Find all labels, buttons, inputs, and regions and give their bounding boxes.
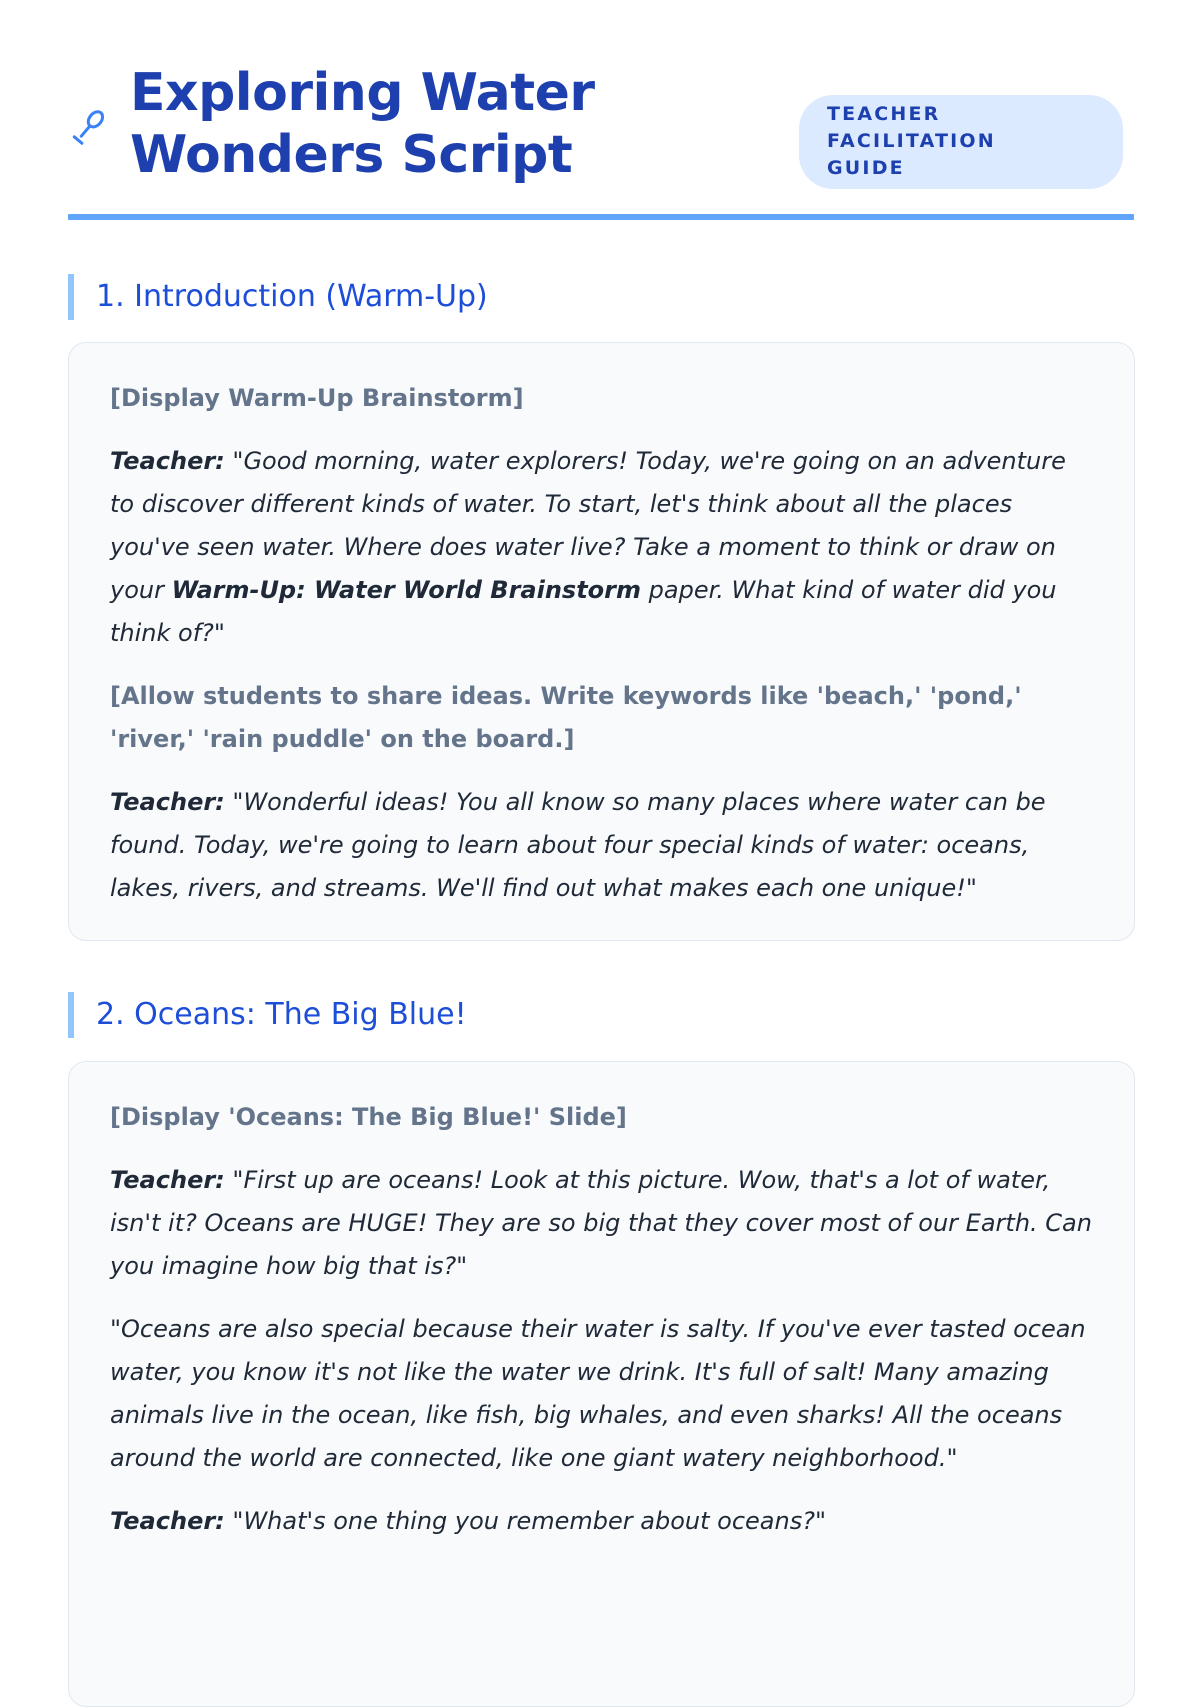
page-header — [68, 62, 1134, 222]
teacher-line — [110, 1500, 1094, 1543]
teacher-line — [110, 1159, 1094, 1288]
teacher-quote: "Oceans are also special because their water is salty. If you've ever tasted ocean water, you know it's not like the water we drink. It's full of salt! Many amazing animals live in the ocean, like fish, big whales, and even sharks! All the oceans around the world are connected, like one giant watery neighborhood." — [110, 1315, 1086, 1472]
worksheet-title: Warm-Up: Water World Brainstorm — [171, 576, 642, 604]
title-line-2: Wonders Script — [130, 125, 573, 185]
script-card-oceans — [68, 1061, 1135, 1707]
display-cue: [Display Warm-Up Brainstorm] — [110, 384, 524, 412]
speaker-label: Teacher: — [110, 447, 225, 475]
speech-text: "Wonderful ideas! You all know so many places where water can be found. Today, we're going to learn about four special kinds of water: oceans, lakes, rivers, and streams. We'll find out what makes each one unique!" — [110, 788, 1046, 902]
script-card-introduction — [68, 342, 1135, 941]
header-divider — [68, 214, 1134, 220]
speech-text: "First up are oceans! Look at this picture. Wow, that's a lot of water, isn't it? Oceans are HUGE! They are so big that they cover most of our Earth. Can you imagine how big that is?" — [110, 1166, 1092, 1280]
page-title — [130, 62, 595, 186]
display-cue: [Display 'Oceans: The Big Blue!' Slide] — [110, 1103, 627, 1131]
badge-line-1: TEACHER FACILITATION — [827, 103, 996, 152]
speaker-label: Teacher: — [110, 1507, 225, 1535]
speech-text: "What's one thing you remember about oceans?" — [224, 1507, 826, 1535]
speaker-label: Teacher: — [110, 788, 225, 816]
teacher-line — [110, 781, 1094, 910]
speech-text: paper. What kind of water did you think of?" — [110, 576, 1057, 647]
section-heading-oceans: 2. Oceans: The Big Blue! — [68, 992, 1156, 1038]
teacher-line — [110, 440, 1094, 655]
microphone-icon — [72, 106, 106, 148]
badge-line-2: GUIDE — [827, 157, 905, 179]
teacher-guide-badge — [799, 95, 1123, 189]
section-heading-introduction: 1. Introduction (Warm-Up) — [68, 274, 1156, 320]
speech-text: "Good morning, water explorers! Today, we're going on an adventure to discover different kinds of water. To start, let's think about all the places you've seen water. Where does water live? Take a moment to think or draw on your — [110, 447, 1066, 604]
speaker-label: Teacher: — [110, 1166, 225, 1194]
title-line-1: Exploring Water — [130, 63, 595, 123]
stage-direction: [Allow students to share ideas. Write keywords like 'beach,' 'pond,' 'river,' 'rain puddle' on the board.] — [110, 682, 1022, 753]
